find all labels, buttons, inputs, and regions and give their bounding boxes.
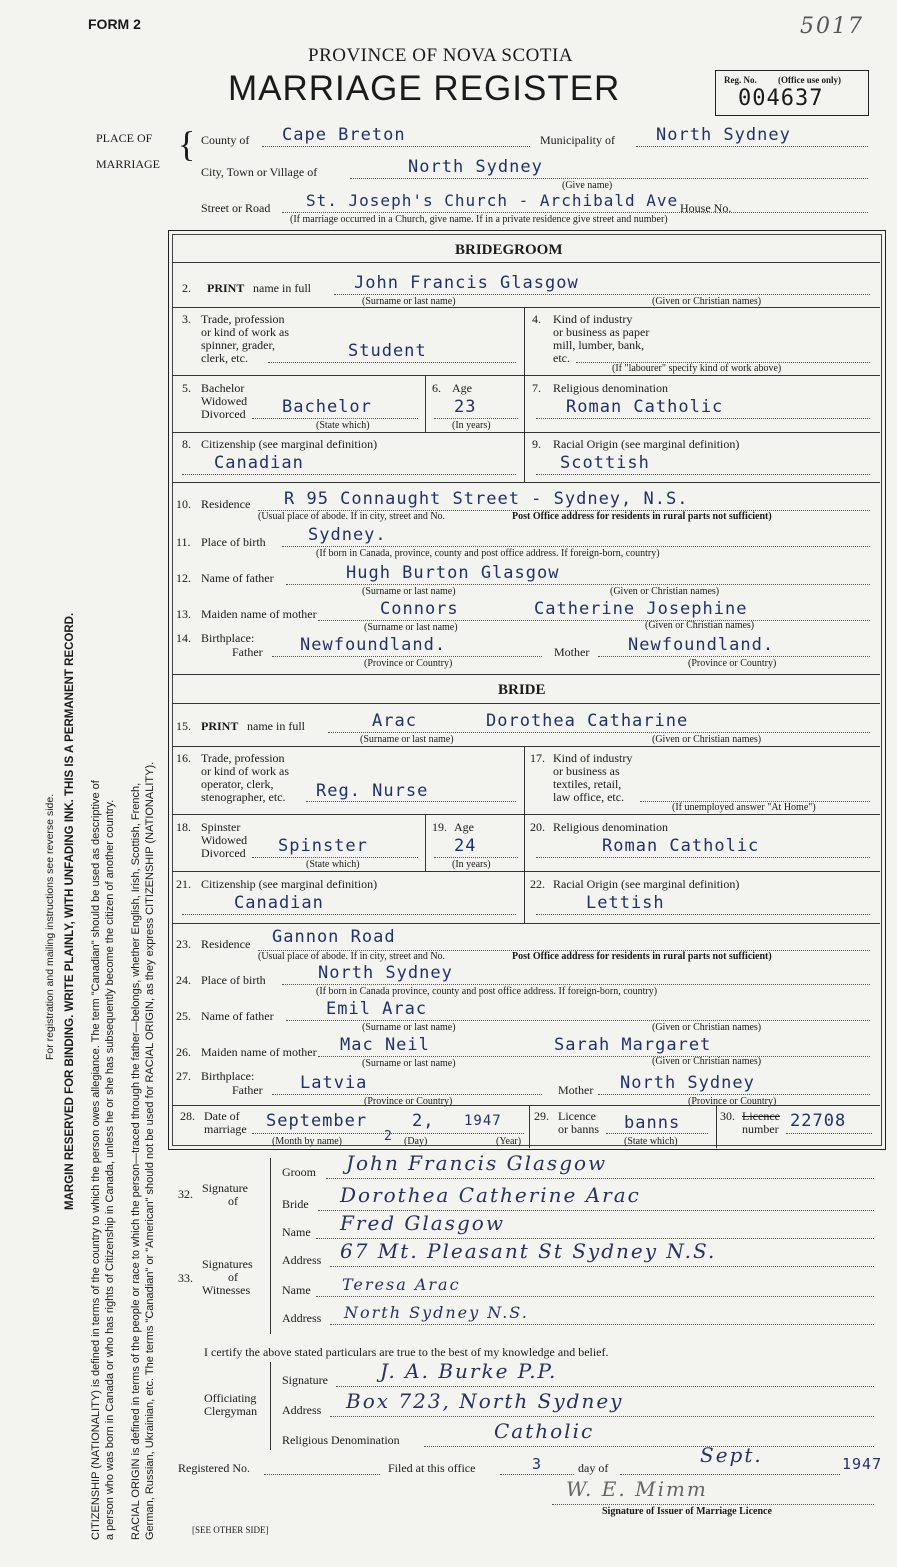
marriage-month-note: (Month by name) [272,1136,342,1147]
groom-birth-value: Sydney. [308,525,387,545]
groom-bp-mother-note: (Province or Country) [688,658,777,669]
witness2-name-value: Teresa Arac [342,1275,461,1294]
groom-residence-value: R 95 Connaught Street - Sydney, N.S. [284,489,689,509]
bride-surname-value: Arac [372,711,417,731]
marriage-day-value: 2, [412,1111,435,1131]
bride-given-value: Dorothea Catharine [486,711,689,731]
groom-religion-label: Religious denomination [553,381,668,395]
witness2-name-label: Name [282,1283,311,1297]
bride-mother-given-value: Sarah Margaret [554,1035,712,1055]
clergy-label-1: Officiating [204,1391,257,1405]
bride-citizenship-num: 21. [176,877,191,891]
bride-racial-num: 22. [530,877,545,891]
groom-state-note: (State which) [316,420,370,431]
house-label: House No. [680,201,732,215]
bride-religion-label: Religious denomination [553,820,668,834]
bride-racial-value: Lettish [586,893,665,913]
clergy-signature-label: Signature [282,1373,328,1387]
reg-no-box [715,70,869,116]
groom-trade-label-2: or kind of work as [201,325,289,339]
groom-religion-num: 7. [532,381,541,395]
bride-signature-value: Dorothea Catherine Arac [340,1183,641,1207]
registered-label: Registered No. [178,1461,250,1475]
groom-bp-father-label: Father [232,645,263,659]
street-value: St. Joseph's Church - Archibald Ave [306,191,679,210]
groom-status-label-2: Widowed [201,394,248,408]
reg-no-label: Reg. No. [724,75,757,85]
groom-industry-label-4: etc. [553,351,570,365]
bride-age-value: 24 [454,836,477,856]
groom-signature-value: John Francis Glasgow [346,1151,608,1175]
groom-trade-label-4: clerk, etc. [201,351,248,365]
bride-mother-num: 26. [176,1045,191,1059]
witnesses-label-1: Signatures [202,1257,253,1271]
groom-bp-father-note: (Province or Country) [364,658,453,669]
city-note: (Give name) [562,180,613,191]
bride-father-num: 25. [176,1009,191,1023]
bride-name-label: name in full [247,719,305,733]
filed-month-value: Sept. [700,1443,763,1467]
bride-residence-note-bold: Post Office address for residents in rural parts not sufficient) [512,951,772,962]
groom-name-value: John Francis Glasgow [354,273,579,293]
bride-state-note: (State which) [306,859,360,870]
bride-citizenship-label: Citizenship (see marginal definition) [201,877,378,891]
clergy-address-label: Address [282,1403,322,1417]
groom-birth-note: (If born in Canada, province, county and post office address. If foreign-born, country) [316,548,660,559]
groom-birth-label: Place of birth [201,535,266,549]
place-label-1: PLACE OF [96,131,153,145]
witnesses-num: 33. [178,1271,193,1285]
groom-status-label-1: Bachelor [201,381,245,395]
bride-trade-label-4: stenographer, etc. [201,790,286,804]
groom-father-given-note: (Given or Christian names) [610,586,720,597]
bride-religion-num: 20. [530,820,545,834]
bride-industry-label-1: Kind of industry [553,751,633,765]
place-label-2: MARRIAGE [96,157,161,171]
bride-father-value: Emil Arac [326,999,428,1019]
filed-day-value: 3 [532,1455,543,1473]
groom-mother-label: Maiden name of mother [201,607,317,621]
bride-residence-label: Residence [201,937,251,951]
bride-age-label: Age [454,820,474,834]
province-heading: PROVINCE OF NOVA SCOTIA [308,45,574,66]
groom-name-label-bold: PRINT [207,281,245,295]
municipality-label: Municipality of [540,133,615,147]
groom-mother-given-value: Catherine Josephine [534,599,748,619]
bride-industry-num: 17. [530,751,545,765]
groom-residence-note: (Usual place of abode. If in city, street and No. [258,511,446,522]
bride-name-num: 15. [176,719,191,733]
marriage-day-below: 2 [384,1129,393,1144]
file-number: 5017 [800,14,864,39]
bride-bp-num: 27. [176,1069,191,1083]
groom-mother-surname-value: Connors [380,599,459,619]
groom-name-num: 2. [182,281,191,295]
bride-bp-mother-value: North Sydney [620,1073,755,1093]
bride-surname-note: (Surname or last name) [360,734,454,745]
groom-industry-label-3: mill, lumber, bank, [553,338,645,352]
groom-father-num: 12. [176,571,191,585]
groom-age-label: Age [452,381,472,395]
groom-father-surname-note: (Surname or last name) [362,586,456,597]
groom-residence-label: Residence [201,497,251,511]
marriage-year-value: 1947 [464,1113,502,1129]
marriage-licence-label-1: Licence [558,1109,596,1123]
form-number: FORM 2 [88,16,141,32]
clergy-denomination-value: Catholic [494,1419,595,1443]
bride-status-label-1: Spinster [201,820,241,834]
groom-age-num: 6. [432,381,441,395]
groom-industry-label-1: Kind of industry [553,312,633,326]
groom-given-note: (Given or Christian names) [652,296,762,307]
witnesses-label-3: Witnesses [202,1283,251,1297]
groom-trade-value: Student [348,341,427,361]
groom-trade-num: 3. [182,312,191,326]
bride-father-label: Name of father [201,1009,274,1023]
groom-bp-num: 14. [176,631,191,645]
groom-bp-mother-label: Mother [554,645,590,659]
bride-mother-label: Maiden name of mother [201,1045,317,1059]
groom-citizenship-value: Canadian [214,453,304,473]
groom-citizenship-num: 8. [182,437,191,451]
groom-industry-note: (If "labourer" specify kind of work above) [612,363,782,374]
county-label: County of [201,133,250,147]
reg-no-value: 004637 [738,86,824,111]
bride-status-label-3: Divorced [201,846,246,860]
witness2-address-value: North Sydney N.S. [344,1303,529,1322]
marriage-year-note: (Year) [496,1136,522,1147]
signatures-num: 32. [178,1187,193,1201]
marriage-date-label-2: marriage [204,1122,247,1136]
bride-status-num: 18. [176,820,191,834]
bride-trade-label-2: or kind of work as [201,764,289,778]
bride-father-surname-note: (Surname or last name) [362,1022,456,1033]
groom-trade-label-1: Trade, profession [201,312,285,326]
signatures-label-2: of [228,1194,238,1208]
groom-residence-note-bold: Post Office address for residents in rural parts not sufficient) [512,511,772,522]
bride-mother-surname-note: (Surname or last name) [362,1058,456,1069]
county-value: Cape Breton [282,125,406,145]
groom-mother-given-note: (Given or Christian names) [645,620,755,631]
bride-bp-label: Birthplace: [201,1069,255,1083]
margin-line-1: For registration and mailing instructions see reverse side. [44,793,56,1060]
groom-status-label-3: Divorced [201,407,246,421]
bride-industry-note: (If unemployed answer "At Home") [672,802,816,813]
bride-mother-given-note: (Given or Christian names) [652,1056,762,1067]
bride-trade-value: Reg. Nurse [316,781,429,801]
reg-no-note: (Office use only) [778,75,841,85]
bride-trade-label-1: Trade, profession [201,751,285,765]
bride-father-given-note: (Given or Christian names) [652,1022,762,1033]
bride-birth-note: (If born in Canada province, county and post office address. If foreign-born, country) [316,986,658,997]
issuer-signature-value: W. E. Mimm [566,1477,708,1501]
clergy-label-2: Clergyman [204,1404,258,1418]
groom-mother-num: 13. [176,607,191,621]
page-title: MARRIAGE REGISTER [228,69,621,108]
witness1-address-value: 67 Mt. Pleasant St Sydney N.S. [340,1239,717,1263]
witness1-address-label: Address [282,1253,322,1267]
bride-years-note: (In years) [452,859,491,870]
clergy-denomination-label: Religious Denomination [282,1433,400,1447]
groom-father-value: Hugh Burton Glasgow [346,563,560,583]
city-value: North Sydney [408,157,543,177]
marriage-date-num: 28. [180,1109,195,1123]
bride-bp-father-note: (Province or Country) [364,1096,453,1107]
place-brace: { [178,124,196,164]
bride-industry-label-2: or business as [553,764,620,778]
groom-name-label: name in full [253,281,311,295]
margin-line-6: German, Russian, Ukrainian, etc. The terms "Canadian" or "American" should not be used for RACIAL ORIGIN, as they express CITIZENSHIP (NATIONALITY). [144,761,156,1540]
bride-mother-surname-value: Mac Neil [340,1035,430,1055]
bride-bp-mother-label: Mother [558,1083,594,1097]
bride-name-label-bold: PRINT [201,719,239,733]
witness1-name-value: Fred Glasgow [340,1211,505,1235]
bride-birth-num: 24. [176,973,191,987]
groom-signature-label: Groom [282,1165,316,1179]
bride-status-label-2: Widowed [201,833,248,847]
bride-trade-label-3: operator, clerk, [201,777,274,791]
groom-age-value: 23 [454,397,477,417]
bride-age-num: 19. [432,820,447,834]
margin-line-5: RACIAL ORIGIN is defined in terms of the people or race to which the person—traced through the father—belongs, whether English, Irish, Scottish, French, [130,782,142,1540]
groom-bp-label: Birthplace: [201,631,255,645]
groom-residence-num: 10. [176,497,191,511]
signatures-label-1: Signature [202,1181,248,1195]
see-other-side: [SEE OTHER SIDE] [192,1525,269,1535]
groom-bp-father-value: Newfoundland. [300,635,447,655]
marriage-licence-value: banns [624,1113,681,1133]
groom-bp-mother-value: Newfoundland. [628,635,775,655]
groom-years-note: (In years) [452,420,491,431]
groom-trade-label-3: spinner, grader, [201,338,276,352]
marriage-date-label-1: Date of [204,1109,240,1123]
marriage-number-num: 30. [720,1109,735,1123]
street-note: (If marriage occurred in a Church, give name. If in a private residence give street and number) [290,214,668,225]
bride-birth-value: North Sydney [318,963,453,983]
bride-industry-label-3: textiles, retail, [553,777,622,791]
bride-racial-label: Racial Origin (see marginal definition) [553,877,740,891]
groom-father-label: Name of father [201,571,274,585]
witnesses-label-2: of [228,1270,238,1284]
groom-status-num: 5. [182,381,191,395]
marriage-licence-label-2: or banns [558,1122,599,1136]
margin-line-4: a person who was born in Canada or who has rights of Citizenship in Canada, unless he or she has subsequently become the citizen of another country. [104,799,116,1540]
groom-status-value: Bachelor [282,397,372,417]
groom-industry-label-2: or business as paper [553,325,650,339]
bride-residence-note: (Usual place of abode. If in city, street and No. [258,951,446,962]
bride-birth-label: Place of birth [201,973,266,987]
filed-year-value: 1947 [842,1455,883,1473]
marriage-number-label: number [742,1122,779,1136]
margin-line-3: CITIZENSHIP (NATIONALITY) is defined in terms of the country to which the person owes allegiance. The term "Canadian" should be used as descriptive of [90,780,102,1540]
bride-signature-label: Bride [282,1197,309,1211]
groom-racial-num: 9. [532,437,541,451]
marriage-number-label-struck: Licence [742,1109,780,1123]
filed-label: Filed at this office [388,1461,476,1475]
marriage-number-value: 22708 [790,1111,847,1131]
bride-bp-father-label: Father [232,1083,263,1097]
witness1-name-label: Name [282,1225,311,1239]
bride-given-note: (Given or Christian names) [652,734,762,745]
municipality-value: North Sydney [656,125,791,145]
witness2-address-label: Address [282,1311,322,1325]
bride-residence-value: Gannon Road [272,927,396,947]
bride-industry-label-4: law office, etc. [553,790,625,804]
marriage-month-value: September [266,1111,368,1131]
city-label: City, Town or Village of [201,165,318,179]
bride-trade-num: 16. [176,751,191,765]
groom-industry-num: 4. [532,312,541,326]
bride-bp-father-value: Latvia [300,1073,368,1093]
filed-day-label: day of [578,1461,609,1475]
section-bridegroom: BRIDEGROOM [455,242,563,258]
bride-bp-mother-note: (Province or Country) [688,1096,777,1107]
bride-status-value: Spinster [278,836,368,856]
groom-religion-value: Roman Catholic [566,397,724,417]
issuer-label: Signature of Issuer of Marriage Licence [602,1506,772,1517]
margin-line-2: MARGIN RESERVED FOR BINDING. WRITE PLAINLY, WITH UNFADING INK. THIS IS A PERMANENT RECORD. [64,612,76,1210]
bride-religion-value: Roman Catholic [602,836,760,856]
groom-surname-note: (Surname or last name) [362,296,456,307]
marriage-licence-note: (State which) [624,1136,678,1147]
clergy-address-value: Box 723, North Sydney [346,1389,624,1413]
section-bride: BRIDE [498,682,546,698]
groom-citizenship-label: Citizenship (see marginal definition) [201,437,378,451]
groom-birth-num: 11. [176,535,191,549]
marriage-licence-num: 29. [534,1109,549,1123]
bride-citizenship-value: Canadian [234,893,324,913]
groom-mother-surname-note: (Surname or last name) [364,622,458,633]
groom-racial-label: Racial Origin (see marginal definition) [553,437,740,451]
clergy-signature-value: J. A. Burke P.P. [380,1359,558,1383]
bride-residence-num: 23. [176,937,191,951]
groom-racial-value: Scottish [560,453,650,473]
marriage-day-note: (Day) [404,1136,428,1147]
certify-statement: I certify the above stated particulars are true to the best of my knowledge and belief. [204,1345,609,1359]
street-label: Street or Road [201,201,271,215]
